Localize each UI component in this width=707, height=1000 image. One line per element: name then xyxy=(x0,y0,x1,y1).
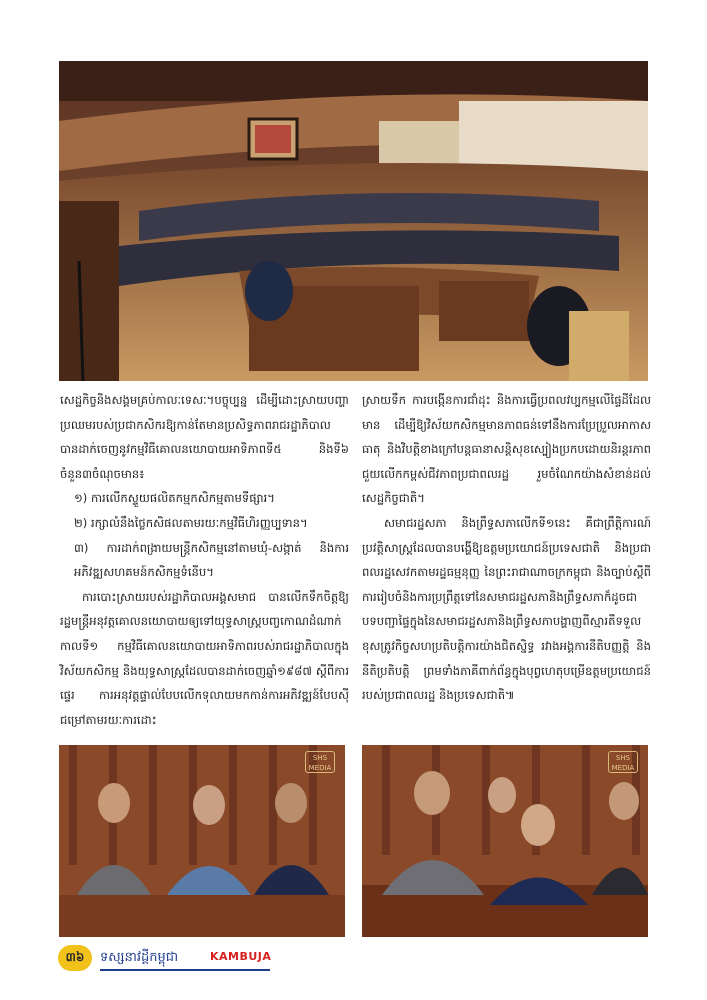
list-item: ២) រក្សាលំនឹងថ្លៃកសិផលតាមរយៈកម្មវិធីហិរញ្ញប្បទាន។ xyxy=(74,515,308,530)
list-item: ៣) ការដាក់ពង្រាយមន្ត្រីកសិកម្មនៅតាមឃុំ-សង្កាត់ និងការអភិវឌ្ឍសហគមន៍កសិកម្មទំនើប។ xyxy=(74,540,349,580)
list-item: ១) ការលើកស្ទួយផលិតកម្មកសិកម្មតាមទីផ្សារ។ xyxy=(74,491,275,506)
magazine-brand: KAMBUJA xyxy=(210,950,272,963)
photo-watermark: SHS MEDIA xyxy=(305,751,335,773)
delegates-photo-left xyxy=(59,745,345,937)
page-footer xyxy=(58,945,318,973)
delegates-photo-right xyxy=(362,745,648,937)
photo-watermark: SHS MEDIA xyxy=(608,751,638,773)
footer-divider xyxy=(100,969,270,971)
article-column-left xyxy=(60,388,349,732)
magazine-title: ទស្សនាវដ្តីកម្ពុជា xyxy=(100,950,179,965)
paragraph: សមាជរដ្ឋសភា និងព្រឹទ្ធសភាលើកទី១នេះ គឺជាព្រឹត្តិការណ៍ប្រវត្តិសាស្ត្រដែលបានបង្ហើឱ្យឧត្តមប្រយោជន៍ប្រទេសជាតិ និងប្រជាពលរដ្ឋសេវកតាមរដ្ឋធម្មនុញ្ញ នៃព្រះរាជាណាចក្រកម្ពុជា និងច្បាប់ស្តីពីការរៀបចំនិងការប្រព្រឹត្តទៅនៃសមាជរដ្ឋសភានិងព្រឹទ្ធសភាក៏ដូចជាបទបញ្ជាផ្ទៃក្នុងនៃសមាជរដ្ឋសភានិងព្រឹទ្ធសភាបង្ហាញពីស្មារតីទទួលខុសត្រូវកិច្ចសហប្រតិបត្តិការយ៉ាងជិតស្និទ្ធ រវាងអង្គការនីតិបញ្ញត្តិ និងនីតិប្រតិបត្តិ ព្រមទាំងភាគីពាក់ព័ន្ធក្នុងបុព្វហេតុបម្រើឧត្តមប្រយោជន៍របស់ប្រជាពលរដ្ឋ និងប្រទេសជាតិ៕ xyxy=(362,515,651,703)
page-number: ៣៦ xyxy=(58,945,92,971)
paragraph: ការបោះស្រាយរបស់រដ្ឋាភិបាលអង្គសមាជ បានលើកទឹកចិត្តឱ្យរដ្ឋមន្ត្រីអនុវត្តគោលនយោបាយឲ្យទៅយុទ្ធសាស្ត្របញ្ចកោណដំណាក់កាលទី១ កម្មវិធីគោលនយោបាយអាទិភាពរបស់រាជរដ្ឋាភិបាលក្នុងវិស័យកសិកម្ម និងយុទ្ធសាស្ត្រដែលបានដាក់ចេញឆ្នាំ១៩៨៧ ស្តីពីការផ្ទេរ ការអនុវត្តផ្ទាល់បែបលើកទុលាយមកកាន់ការអភិវឌ្ឍន៍បែបស៊ីជម្រៅតាមរយៈការដោះ xyxy=(60,589,349,727)
article-column-right xyxy=(362,388,651,708)
parliament-chamber-photo xyxy=(59,61,648,381)
paragraph: ស្រាយទឹក ការបង្កើនការជាំដុះ និងការធ្វើប្រពលវប្បកម្មលើផ្ទៃដីដែលមាន ដើម្បីឱ្យវិស័យកសិកម្មមានភាពធន់ទៅនឹងការប្រែប្រួលអាកាសធាតុ និងវិបត្តិខាងក្រៅបន្តធានាសន្តិសុខស្បៀងប្រកបដោយនិរន្តរភាព ជួយលើកកម្ពស់ជីវភាពប្រជាពលរដ្ឋ រួមចំណែកយ៉ាងសំខាន់ដល់សេដ្ឋកិច្ចជាតិ។ xyxy=(362,393,651,506)
paragraph: សេដ្ឋកិច្ចនិងសង្គមគ្រប់កាលៈទេសៈ។បច្ចុប្បន្ន ដើម្បីដោះស្រាយបញ្ហាប្រឈមរបស់ប្រជាកសិករឱ្យកាន់តែមានប្រសិទ្ធភាពរាជរដ្ឋាភិបាល បានដាក់ចេញនូវកម្មវិធីគោលនយោបាយអាទិភាពទី៥ និងទី៦ ចំនួន៣ចំណុចមាន៖ xyxy=(60,393,349,481)
